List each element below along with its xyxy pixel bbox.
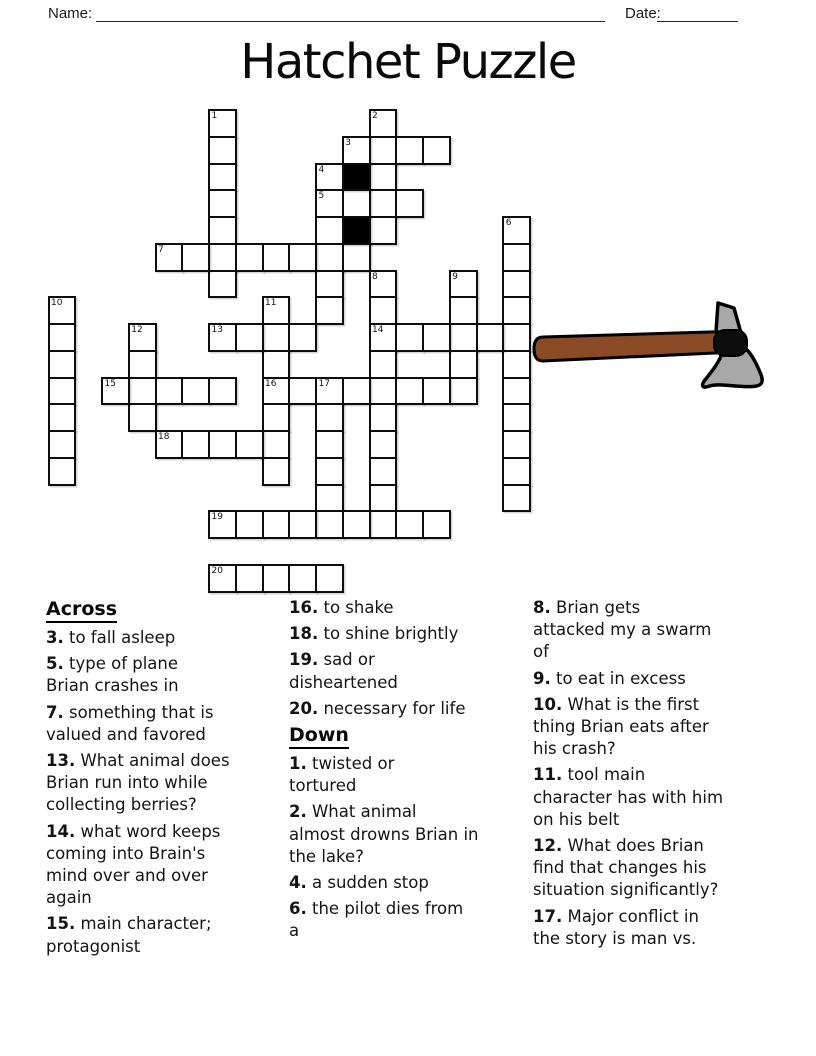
cell-number: 13: [211, 325, 223, 335]
clue-item: 10. What is the first thing Brian eats after his crash?: [533, 694, 709, 759]
grid-cell: [476, 323, 505, 352]
name-label: Name:: [48, 5, 93, 22]
clue-item: 5. type of plane Brian crashes in: [46, 654, 179, 696]
grid-cell: [315, 457, 344, 486]
grid-cell: [369, 510, 398, 539]
grid-cell: [369, 216, 398, 245]
clue-section-header: Across: [46, 598, 288, 621]
grid-cell: [128, 403, 157, 432]
grid-cell: [315, 296, 344, 325]
grid-cell: [315, 270, 344, 299]
grid-cell: [315, 377, 344, 406]
clues-column-1: [46, 597, 288, 962]
grid-cell: [342, 243, 371, 272]
clue-number: 1.: [289, 754, 307, 774]
grid-cell: [369, 323, 398, 352]
cell-number: 9: [452, 271, 458, 282]
clue-number: 11.: [533, 765, 563, 785]
grid-cell: [288, 377, 317, 406]
grid-cell: [449, 377, 478, 406]
clue-number: 20.: [289, 698, 319, 718]
grid-cell: [369, 377, 398, 406]
grid-cell: [208, 189, 237, 218]
clue-number: 9.: [533, 668, 551, 688]
grid-cell: [502, 377, 531, 406]
cell-number: 19: [211, 512, 223, 523]
clue-number: 8.: [533, 598, 551, 617]
grid-cell: [342, 510, 371, 539]
grid-cell: [262, 403, 291, 432]
clue-number: 14.: [46, 821, 76, 841]
grid-cell: [315, 189, 344, 218]
clue-section-header: Down: [289, 724, 531, 747]
grid-cell: [369, 270, 398, 299]
cell-number: 6: [505, 218, 512, 228]
grid-cell: [155, 377, 184, 406]
cell-number: 18: [158, 432, 170, 442]
grid-cell: [48, 296, 77, 325]
hatchet-head-top-shape: [716, 303, 741, 333]
clue-item: 20. necessary for life: [289, 698, 466, 718]
cell-number: 12: [131, 325, 143, 335]
grid-cell: [395, 377, 424, 406]
grid-cell: [369, 403, 398, 432]
clue-item: 6. the pilot dies from a: [289, 899, 464, 941]
grid-cell: [502, 216, 531, 245]
cell-number: 16: [265, 378, 277, 389]
grid-cell: [235, 564, 264, 593]
clue-item: 9. to eat in excess: [533, 668, 686, 688]
clue-number: 2.: [289, 802, 307, 822]
grid-cell: [208, 377, 237, 406]
clue-item: 13. What animal does Brian run into while collecting berries?: [46, 751, 230, 815]
grid-cell: [502, 430, 531, 459]
clue-item: 12. What does Brian find that changes his situation significantly?: [533, 836, 719, 900]
clues-column-2: [289, 597, 531, 947]
grid-cell: [181, 243, 210, 272]
cell-number: 3: [345, 137, 351, 148]
date-blank-line: [657, 6, 738, 22]
grid-cell: [48, 377, 77, 406]
grid-cell: [315, 430, 344, 459]
grid-cell: [502, 243, 531, 272]
clue-number: 12.: [533, 836, 563, 856]
cell-number: 7: [158, 244, 164, 255]
date-label: Date:: [625, 5, 661, 22]
grid-cell: [48, 457, 77, 486]
cell-number: 14: [372, 325, 384, 335]
clue-number: 7.: [46, 702, 64, 722]
grid-cell: [342, 377, 371, 406]
clue-item: 8. Brian gets attacked my a swarm of: [533, 598, 712, 662]
grid-cell: [288, 323, 317, 352]
grid-cell: [422, 510, 451, 539]
grid-cell: [502, 270, 531, 299]
grid-cell: [262, 457, 291, 486]
grid-cell-black: [342, 216, 371, 245]
grid-cell: [208, 109, 237, 138]
grid-cell: [315, 403, 344, 432]
grid-cell: [208, 243, 237, 272]
grid-cell: [369, 484, 398, 513]
grid-cell: [262, 510, 291, 539]
clue-item: 15. main character; protagonist: [46, 914, 212, 956]
grid-cell: [369, 296, 398, 325]
grid-cell: [395, 323, 424, 352]
grid-cell: [502, 457, 531, 486]
clue-number: 4.: [289, 873, 307, 893]
grid-cell: [262, 564, 291, 593]
grid-cell: [369, 189, 398, 218]
grid-cell: [262, 377, 291, 406]
grid-cell: [449, 270, 478, 299]
grid-cell: [208, 430, 237, 459]
grid-cell: [342, 189, 371, 218]
clue-item: 16. to shake: [289, 598, 394, 617]
grid-cell: [502, 296, 531, 325]
grid-cell: [48, 430, 77, 459]
cell-number: 1: [211, 111, 218, 121]
grid-cell: [208, 163, 237, 192]
grid-cell: [181, 430, 210, 459]
clue-item: 4. a sudden stop: [289, 873, 429, 893]
grid-cell: [208, 270, 237, 299]
grid-cell: [315, 510, 344, 539]
clue-item: 2. What animal almost drowns Brian in the lake?: [289, 802, 479, 866]
clue-item: 19. sad or disheartened: [289, 650, 398, 692]
hatchet-band-shape: [714, 330, 747, 356]
grid-cell: [449, 323, 478, 352]
grid-cell: [128, 377, 157, 406]
grid-cell: [48, 350, 77, 379]
grid-cell: [502, 403, 531, 432]
clue-number: 18.: [289, 624, 319, 644]
hatchet-illustration: [531, 291, 776, 403]
page-title: Hatchet Puzzle: [240, 34, 576, 90]
clue-number: 6.: [289, 899, 307, 919]
grid-cell: [288, 564, 317, 593]
hatchet-handle-shape: [534, 332, 726, 362]
grid-cell: [262, 296, 291, 325]
grid-cell: [208, 136, 237, 165]
grid-cell: [262, 243, 291, 272]
clue-number: 19.: [289, 650, 319, 670]
cell-number: 5: [318, 191, 325, 202]
grid-cell: [315, 564, 344, 593]
clue-item: 14. what word keeps coming into Brain's mind over and over again: [46, 821, 221, 908]
grid-cell: [369, 430, 398, 459]
grid-cell: [262, 430, 291, 459]
grid-cell: [155, 430, 184, 459]
grid-cell: [369, 136, 398, 165]
grid-cell: [502, 350, 531, 379]
grid-cell: [315, 484, 344, 513]
grid-cell: [235, 510, 264, 539]
cell-number: 17: [318, 378, 330, 389]
cell-number: 11: [265, 298, 277, 309]
grid-cell: [208, 564, 237, 593]
clue-item: 7. something that is valued and favored: [46, 702, 214, 744]
cell-number: 8: [372, 271, 378, 282]
grid-cell: [181, 377, 210, 406]
grid-cell: [288, 243, 317, 272]
grid-cell: [449, 296, 478, 325]
clue-item: 3. to fall asleep: [46, 628, 176, 647]
grid-cell: [422, 323, 451, 352]
grid-cell: [315, 163, 344, 192]
grid-cell: [502, 484, 531, 513]
grid-cell: [262, 350, 291, 379]
cell-number: 4: [318, 164, 325, 175]
grid-cell: [208, 510, 237, 539]
grid-cell: [101, 377, 130, 406]
clue-item: 18. to shine brightly: [289, 624, 459, 644]
clue-number: 17.: [533, 906, 563, 926]
clue-number: 13.: [46, 751, 76, 771]
clue-item: 11. tool main character has with him on his belt: [533, 765, 724, 829]
grid-cell: [395, 136, 424, 165]
grid-cell: [502, 323, 531, 352]
grid-cell: [208, 216, 237, 245]
clues-column-3: [533, 597, 775, 954]
grid-cell: [288, 510, 317, 539]
grid-cell: [235, 430, 264, 459]
grid-cell: [128, 350, 157, 379]
grid-cell: [369, 109, 398, 138]
grid-cell: [369, 350, 398, 379]
grid-cell: [395, 189, 424, 218]
grid-cell: [422, 377, 451, 406]
clue-number: 5.: [46, 654, 64, 674]
clue-number: 3.: [46, 628, 64, 647]
clue-number: 16.: [289, 598, 319, 617]
cell-number: 20: [211, 565, 223, 576]
grid-cell: [342, 136, 371, 165]
grid-cell: [315, 216, 344, 245]
grid-cell: [369, 163, 398, 192]
name-blank-line: [96, 6, 605, 22]
grid-cell: [422, 136, 451, 165]
grid-cell: [262, 323, 291, 352]
clue-number: 10.: [533, 694, 563, 714]
clue-number: 15.: [46, 914, 76, 934]
grid-cell: [235, 323, 264, 352]
grid-cell: [449, 350, 478, 379]
clue-item: 1. twisted or tortured: [289, 754, 395, 796]
grid-cell: [48, 403, 77, 432]
cell-number: 2: [372, 111, 378, 121]
grid-cell: [48, 323, 77, 352]
grid-cell: [395, 510, 424, 539]
grid-cell: [128, 323, 157, 352]
cell-number: 15: [104, 378, 116, 389]
clue-item: 17. Major conflict in the story is man vs.: [533, 906, 699, 948]
grid-cell-black: [342, 163, 371, 192]
grid-cell: [208, 323, 237, 352]
grid-cell: [235, 243, 264, 272]
grid-cell: [369, 457, 398, 486]
cell-number: 10: [51, 298, 63, 309]
grid-cell: [155, 243, 184, 272]
grid-cell: [315, 243, 344, 272]
